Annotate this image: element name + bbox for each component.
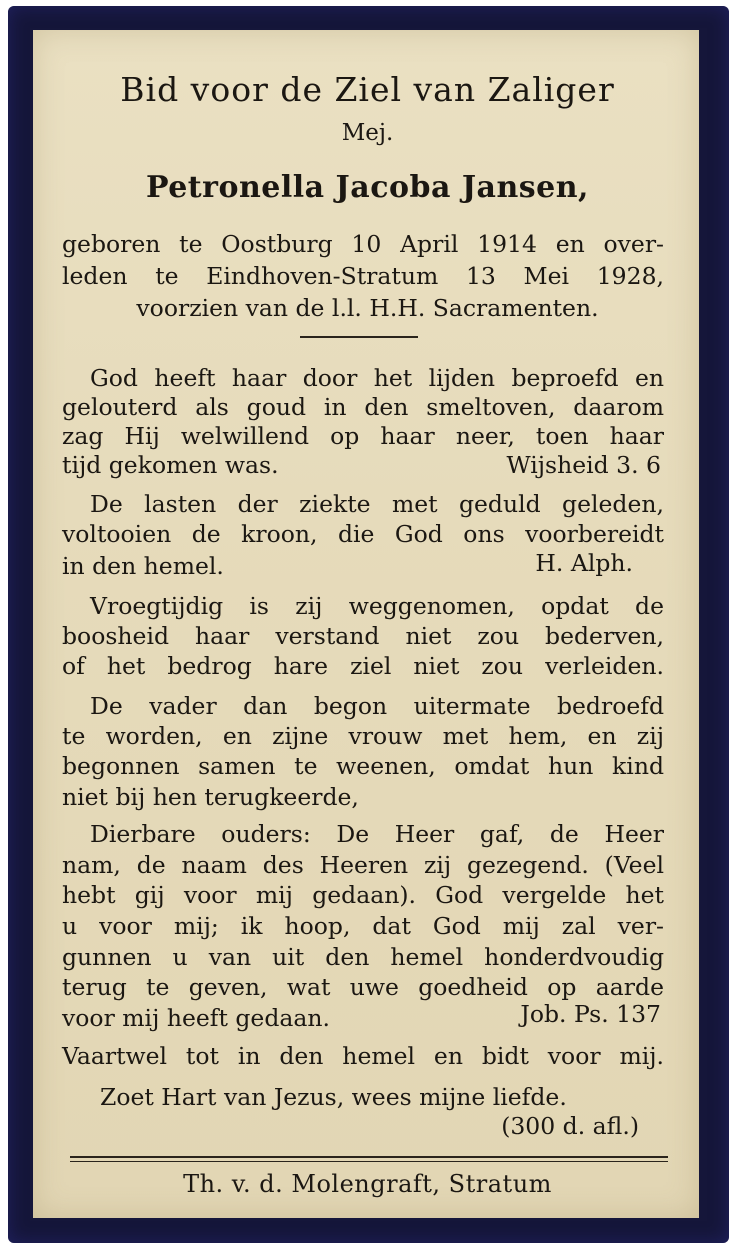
p3-line-3: of het bedrog hare ziel niet zou verleiden. xyxy=(62,652,664,680)
prayer-line: Zoet Hart van Jezus, wees mijne liefde. xyxy=(100,1083,567,1111)
p5-line-1: Dierbare ouders: De Heer gaf, de Heer xyxy=(90,820,664,848)
deceased-name: Petronella Jacoba Jansen, xyxy=(145,170,590,205)
p2-line-3: in den hemel. xyxy=(62,552,224,580)
p4-line-3: begonnen samen te weenen, omdat hun kind xyxy=(62,752,664,780)
p1-line-2: gelouterd als goud in den smeltoven, daarom xyxy=(62,393,664,421)
p1-line-1: God heeft haar door het lijden beproefd en xyxy=(90,364,664,392)
printer-imprint: Th. v. d. Molengraft, Stratum xyxy=(183,1170,552,1198)
p1-line-3: zag Hij welwillend op haar neer, toen haar xyxy=(62,422,664,450)
p4-line-1: De vader dan begon uitermate bedroefd xyxy=(90,692,664,720)
p5-line-4: u voor mij; ik hoop, dat God mij zal ver- xyxy=(62,912,664,940)
farewell-line: Vaartwel tot in den hemel en bidt voor mij. xyxy=(62,1042,664,1070)
p5-line-5: gunnen u van uit den hemel honderdvoudig xyxy=(62,943,664,971)
p1-line-4: tijd gekomen was. xyxy=(62,451,279,479)
p1-reference: Wijsheid 3. 6 xyxy=(506,451,661,479)
p5-line-2: nam, de naam des Heeren zij gezegend. (Veel xyxy=(62,851,664,879)
p3-line-1: Vroegtijdig is zij weggenomen, opdat de xyxy=(90,592,664,620)
p5-line-3: hebt gij voor mij gedaan). God vergelde het xyxy=(62,881,664,909)
p2-reference: H. Alph. xyxy=(535,549,633,577)
intro-line-2: leden te Eindhoven-Stratum 13 Mei 1928, xyxy=(62,262,664,290)
p4-line-4: niet bij hen terugkeerde, xyxy=(62,783,359,811)
card-heading: Bid voor de Ziel van Zaliger xyxy=(120,70,615,109)
deceased-title: Mej. xyxy=(341,120,394,146)
divider-rule xyxy=(300,336,418,338)
p2-line-1: De lasten der ziekte met geduld geleden, xyxy=(90,490,664,518)
p5-line-6: terug te geven, wat uwe goedheid op aarde xyxy=(62,973,664,1001)
p2-line-2: voltooien de kroon, die God ons voorbereidt xyxy=(62,520,664,548)
p5-reference: Job. Ps. 137 xyxy=(520,1000,661,1028)
intro-line-1: geboren te Oostburg 10 April 1914 en over- xyxy=(62,230,664,258)
intro-line-3: voorzien van de l.l. H.H. Sacramenten. xyxy=(136,294,599,322)
p4-line-2: te worden, en zijne vrouw met hem, en zij xyxy=(62,722,664,750)
p3-line-2: boosheid haar verstand niet zou bederven, xyxy=(62,622,664,650)
footer-rule xyxy=(70,1156,668,1158)
footer-rule-thin xyxy=(70,1161,668,1162)
p5-line-7: voor mij heeft gedaan. xyxy=(62,1004,331,1032)
indulgence-note: (300 d. afl.) xyxy=(501,1112,639,1140)
